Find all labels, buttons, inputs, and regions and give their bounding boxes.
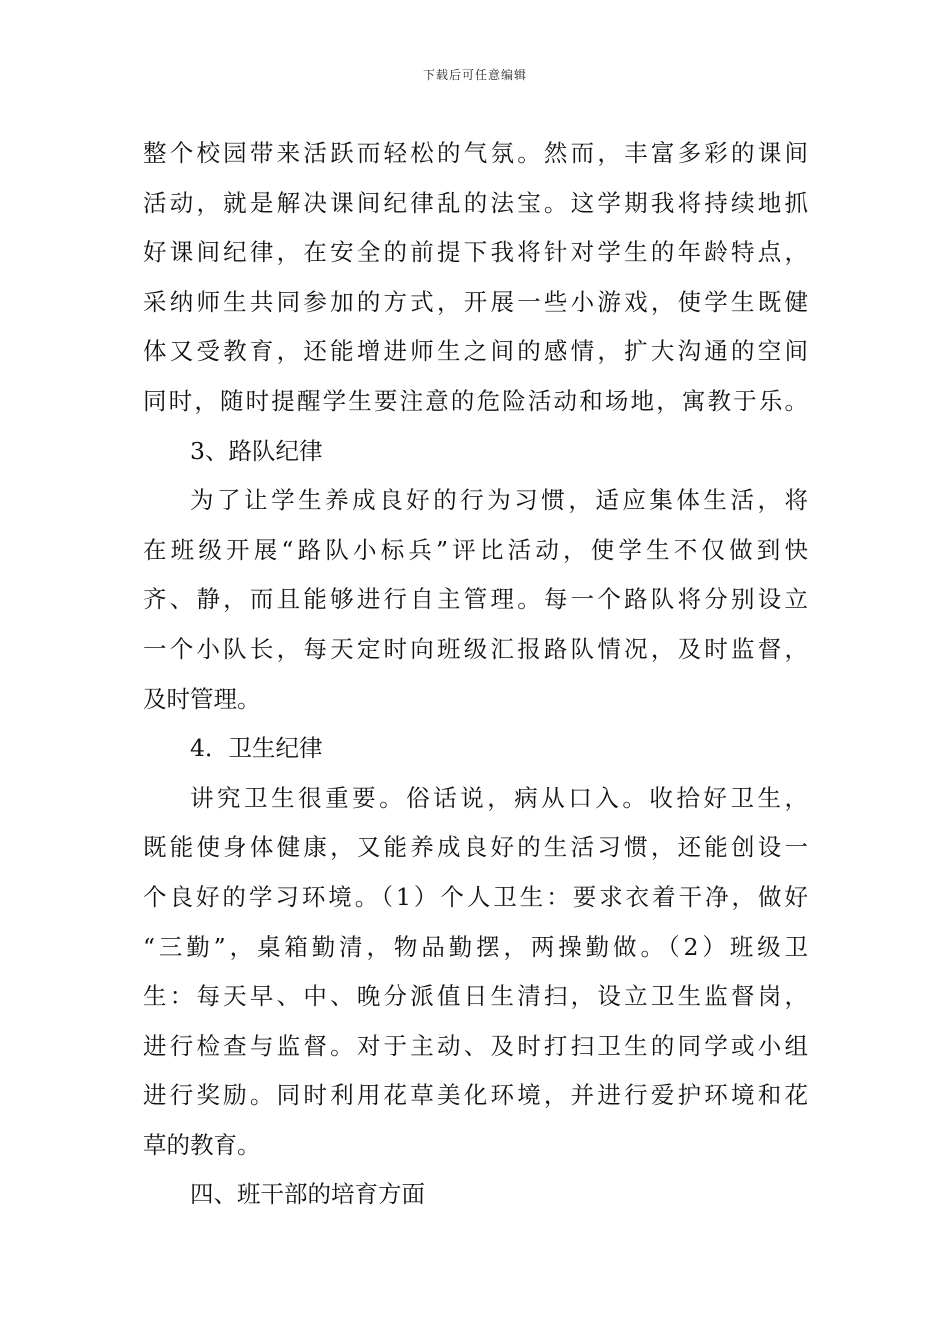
body-line: 一个小队长，每天定时向班级汇报路队情况，及时监督， (143, 634, 808, 663)
body-line: 好课间纪律，在安全的前提下我将针对学生的年龄特点， (143, 238, 808, 267)
paragraph-first-line: 讲究卫生很重要。俗话说，病从口入。收拾好卫生， (190, 783, 808, 812)
body-line: “三勤”，桌箱勤清，物品勤摆，两操勤做。（2）班级卫 (143, 932, 808, 961)
section-heading: 3、路队纪律 (190, 436, 323, 465)
section-heading: 四、班干部的培育方面 (190, 1180, 425, 1209)
paragraph-last-line: 草的教育。 (143, 1130, 261, 1159)
document-body (143, 129, 808, 1220)
body-line: 进行检查与监督。对于主动、及时打扫卫生的同学或小组 (143, 1031, 808, 1060)
body-line: 进行奖励。同时利用花草美化环境，并进行爱护环境和花 (143, 1081, 808, 1110)
section-heading: 4．卫生纪律 (190, 734, 323, 763)
paragraph-first-line: 为了让学生养成良好的行为习惯，适应集体生活，将 (190, 486, 808, 515)
body-line: 整个校园带来活跃而轻松的气氛。然而，丰富多彩的课间 (143, 139, 808, 167)
paragraph-last-line: 及时管理。 (143, 684, 261, 713)
body-line: 齐、静，而且能够进行自主管理。每一个路队将分别设立 (143, 585, 808, 614)
body-line: 采纳师生共同参加的方式，开展一些小游戏，使学生既健 (143, 287, 808, 316)
body-line: 个良好的学习环境。（1）个人卫生：要求衣着干净，做好 (143, 882, 808, 911)
body-line: 在班级开展“路队小标兵”评比活动，使学生不仅做到快 (143, 535, 808, 564)
body-line: 活动，就是解决课间纪律乱的法宝。这学期我将持续地抓 (143, 188, 808, 217)
body-line: 同时，随时提醒学生要注意的危险活动和场地，寓教于乐。 (143, 386, 808, 415)
body-line: 生：每天早、中、晚分派值日生清扫，设立卫生监督岗， (143, 982, 808, 1011)
body-line: 体又受教育，还能增进师生之间的感情，扩大沟通的空间 (143, 337, 808, 366)
page-header: 下载后可任意编辑 (422, 68, 527, 82)
body-line: 既能使身体健康，又能养成良好的生活习惯，还能创设一 (143, 833, 808, 862)
